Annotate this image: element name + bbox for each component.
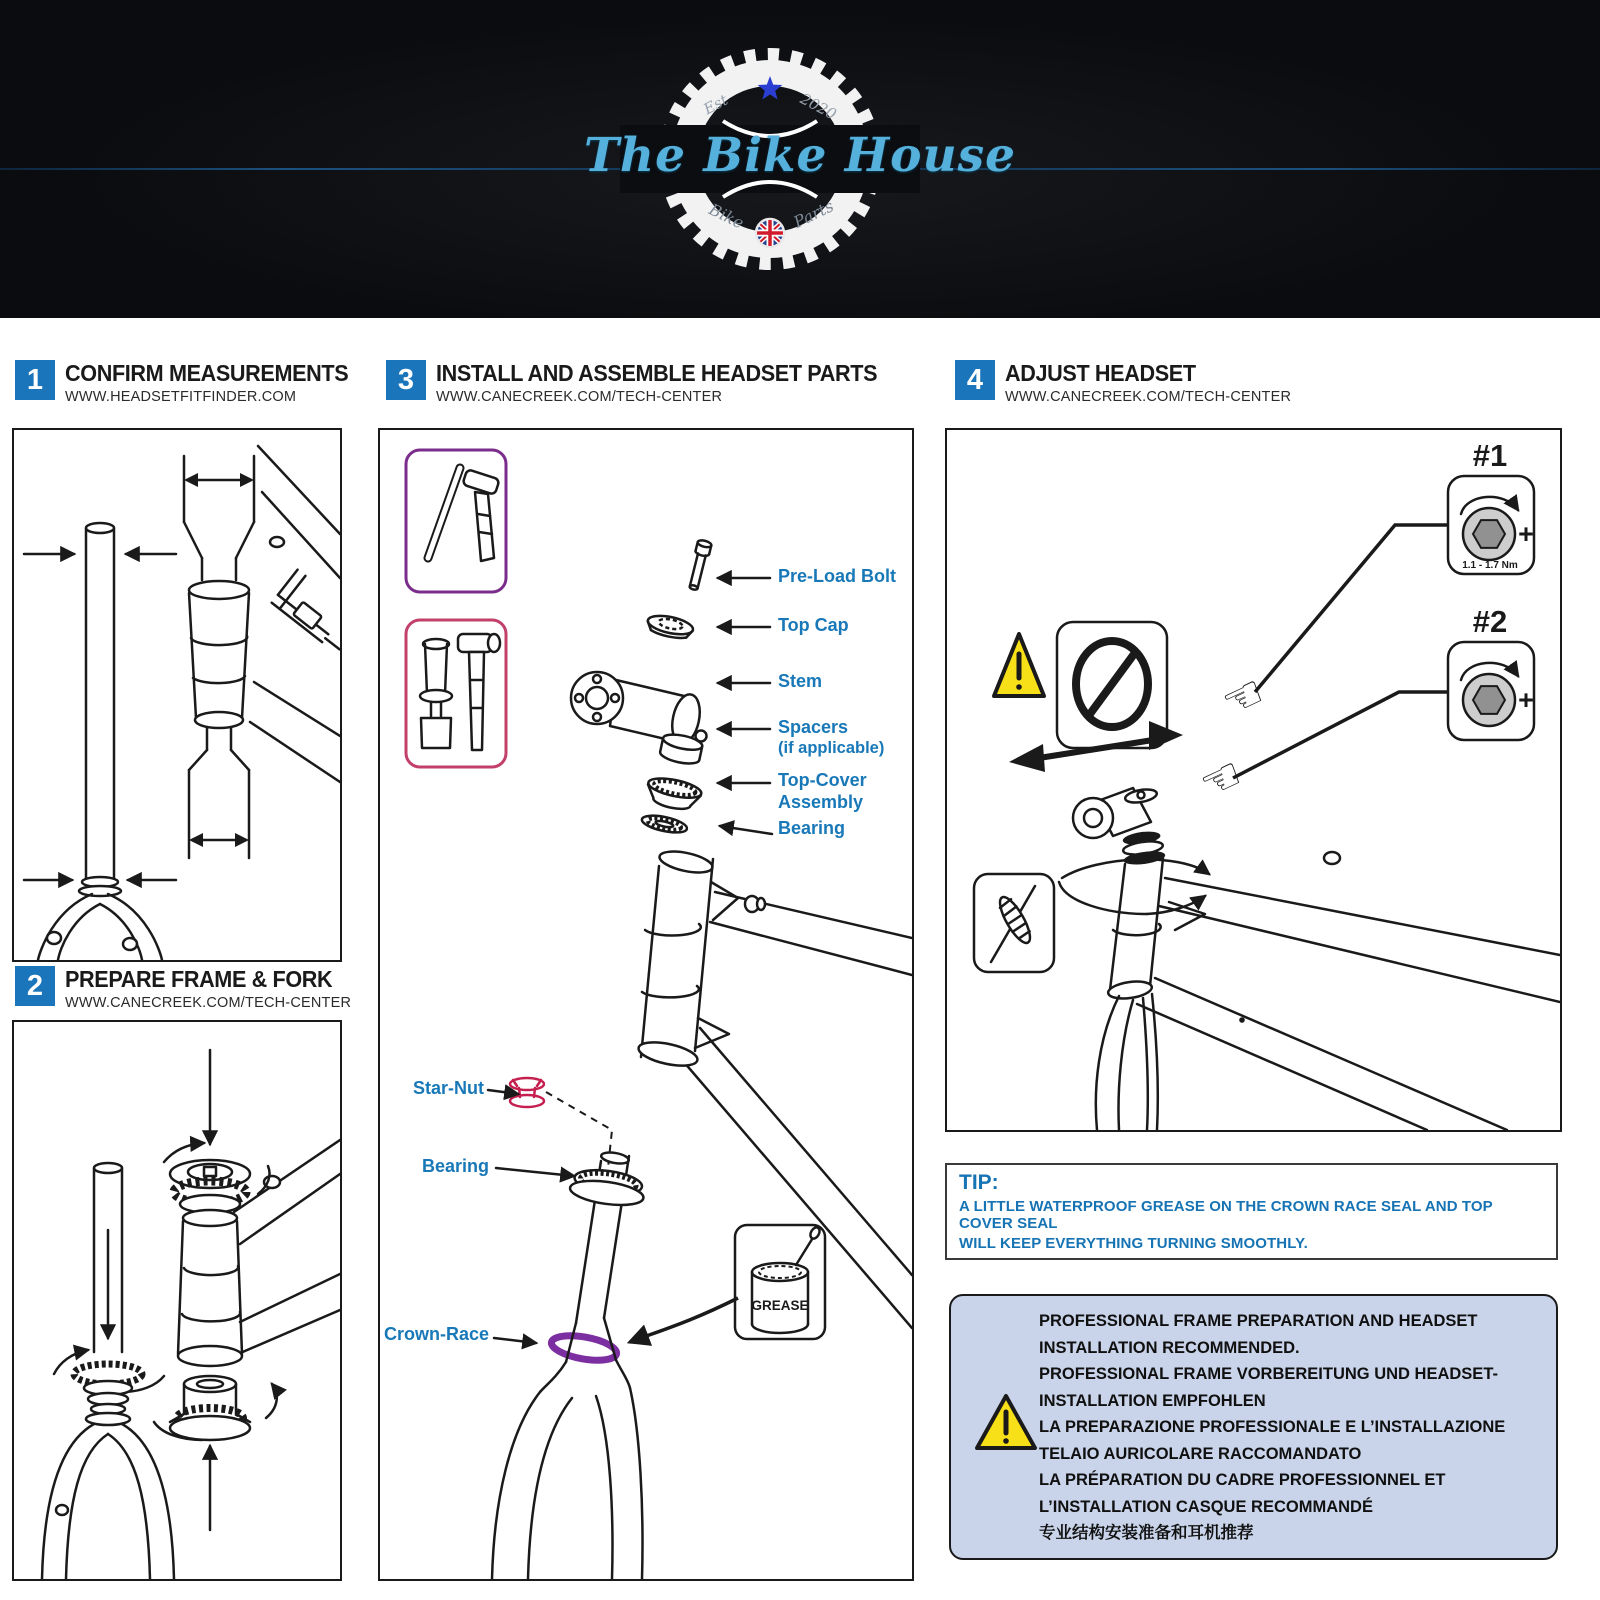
- advisory-line: L’INSTALLATION CASQUE RECOMMANDÉ: [1039, 1497, 1373, 1516]
- fork-steerer-lower: [492, 1151, 646, 1579]
- top-cover-part: [644, 775, 703, 814]
- label-spacers: Spacers: [778, 717, 849, 737]
- section-1-header: [15, 360, 373, 405]
- label-star-nut: Star-Nut: [413, 1078, 484, 1098]
- frame-tubes: [1137, 852, 1560, 1130]
- advisory-line: 专业结构安装准备和耳机推荐: [1039, 1524, 1254, 1542]
- key2-label: #2: [1472, 604, 1508, 639]
- stem-headtube-assembly: [1059, 787, 1209, 1130]
- label-top-cap: Top Cap: [778, 615, 849, 635]
- advisory-line: INSTALLATION EMPFOHLEN: [1039, 1391, 1266, 1410]
- section-3-title: INSTALL AND ASSEMBLE HEADSET PARTS: [436, 360, 878, 386]
- advisory-line: LA PRÉPARATION DU CADRE PROFESSIONNEL ET: [1039, 1471, 1446, 1489]
- label-top-cover: Top-Cover: [778, 770, 867, 790]
- label-top-cover-assembly: Assembly: [778, 792, 864, 812]
- section-4-number-badge: 4: [955, 360, 995, 400]
- section-3-header: [386, 360, 916, 405]
- advisory-line: INSTALLATION RECOMMENDED.: [1039, 1338, 1300, 1357]
- head-tube-part: [637, 848, 738, 1070]
- label-pre-load-bolt: Pre-Load Bolt: [778, 566, 897, 586]
- bearing-tool-box: [406, 620, 506, 767]
- logo-est: Est: [700, 90, 731, 119]
- brand-title: The Bike House: [583, 128, 1017, 183]
- section-1-title: CONFIRM MEASUREMENTS: [65, 360, 349, 386]
- section-2-number-badge: 2: [15, 966, 55, 1006]
- section-2-title: PREPARE FRAME & FORK: [65, 966, 333, 992]
- tip-line-2: WILL KEEP EVERYTHING TURNING SMOOTHLY.: [959, 1235, 1308, 1252]
- prepare-diagram: [14, 1022, 340, 1579]
- key1-label: #1: [1472, 438, 1508, 473]
- section-4-header: [955, 360, 1291, 405]
- logo-bike: Bike: [706, 199, 747, 233]
- section-2-header: [15, 966, 356, 1011]
- uk-flag-icon: [756, 219, 784, 247]
- header-banner: [0, 0, 1600, 318]
- pointing-hand-icon-1: ☜: [1213, 664, 1273, 730]
- crown-race-cutter: [154, 1376, 277, 1530]
- grease-box: [735, 1225, 825, 1339]
- fork-steerer-drawing: [38, 523, 162, 960]
- advisory-warning-triangle-icon: [973, 1392, 1039, 1452]
- label-bearing-upper: Bearing: [778, 818, 846, 838]
- top-cap-part: [645, 612, 694, 641]
- pre-load-bolt-part: [686, 539, 712, 591]
- panel-install-assemble: [378, 428, 914, 1581]
- label-crown-race: Crown-Race: [384, 1324, 490, 1344]
- panel-confirm-measurements: [12, 428, 342, 962]
- tip-line-1: A LITTLE WATERPROOF GREASE ON THE CROWN RACE SEAL AND TOP COVER SEAL: [959, 1198, 1493, 1232]
- pointing-hand-icon-2: ☜: [1191, 746, 1251, 812]
- section-4-url: WWW.CANECREEK.COM/TECH-CENTER: [1005, 389, 1292, 405]
- measurement-diagram: [14, 430, 340, 960]
- hex-key-1: [1448, 438, 1534, 574]
- fork-with-race-setter: [42, 1163, 174, 1579]
- panel-adjust-headset: [945, 428, 1562, 1132]
- steerer-measure-arrows: [24, 554, 176, 880]
- key2-plus: +: [1518, 685, 1534, 715]
- advisory-line: TELAIO AURICOLARE RACCOMANDATO: [1039, 1444, 1362, 1463]
- grease-label: GREASE: [751, 1298, 809, 1313]
- key1-plus: +: [1518, 519, 1534, 549]
- tip-title: TIP:: [959, 1171, 999, 1194]
- section-2-url: WWW.CANECREEK.COM/TECH-CENTER: [65, 995, 352, 1011]
- advisory-line: PROFESSIONAL FRAME VORBEREITUNG UND HEADSET-: [1039, 1365, 1498, 1383]
- head-tube-drawing: [184, 456, 254, 858]
- exploded-headset-diagram: [380, 430, 912, 1579]
- adjust-diagram: [947, 430, 1560, 1130]
- key1-torque: 1.1 - 1.7 Nm: [1462, 560, 1518, 571]
- logo-year: 2020: [797, 89, 840, 124]
- logo-parts: Parts: [790, 196, 837, 232]
- advisory-text: [1039, 1308, 1505, 1547]
- advisory-box: [949, 1294, 1558, 1560]
- head-tube-reamer: [164, 1050, 270, 1366]
- star-nut-tool-box: [406, 450, 506, 592]
- advisory-line: PROFESSIONAL FRAME PREPARATION AND HEADSET: [1039, 1312, 1478, 1330]
- section-3-number-badge: 3: [386, 360, 426, 400]
- key1-connector-line: [1255, 525, 1448, 692]
- hex-key-2: [1448, 604, 1534, 740]
- section-1-url: WWW.HEADSETFITFINDER.COM: [65, 389, 297, 405]
- advisory-line: LA PREPARAZIONE PROFESSIONALE E L’INSTALLAZIONE: [1039, 1418, 1506, 1436]
- section-3-url: WWW.CANECREEK.COM/TECH-CENTER: [436, 389, 723, 405]
- feather-box: [974, 874, 1054, 972]
- label-spacers-note: (if applicable): [778, 739, 885, 757]
- tip-box: [945, 1163, 1558, 1260]
- caliper-drawing: [272, 570, 340, 654]
- warning-triangle-icon: [994, 634, 1044, 696]
- bearing-part: [640, 812, 688, 835]
- section-1-number-badge: 1: [15, 360, 55, 400]
- panel-prepare-frame-fork: [12, 1020, 342, 1581]
- section-4-title: ADJUST HEADSET: [1005, 360, 1196, 386]
- label-bearing-lower: Bearing: [422, 1156, 490, 1176]
- grease-arrow: [630, 1298, 738, 1342]
- label-stem: Stem: [778, 671, 823, 691]
